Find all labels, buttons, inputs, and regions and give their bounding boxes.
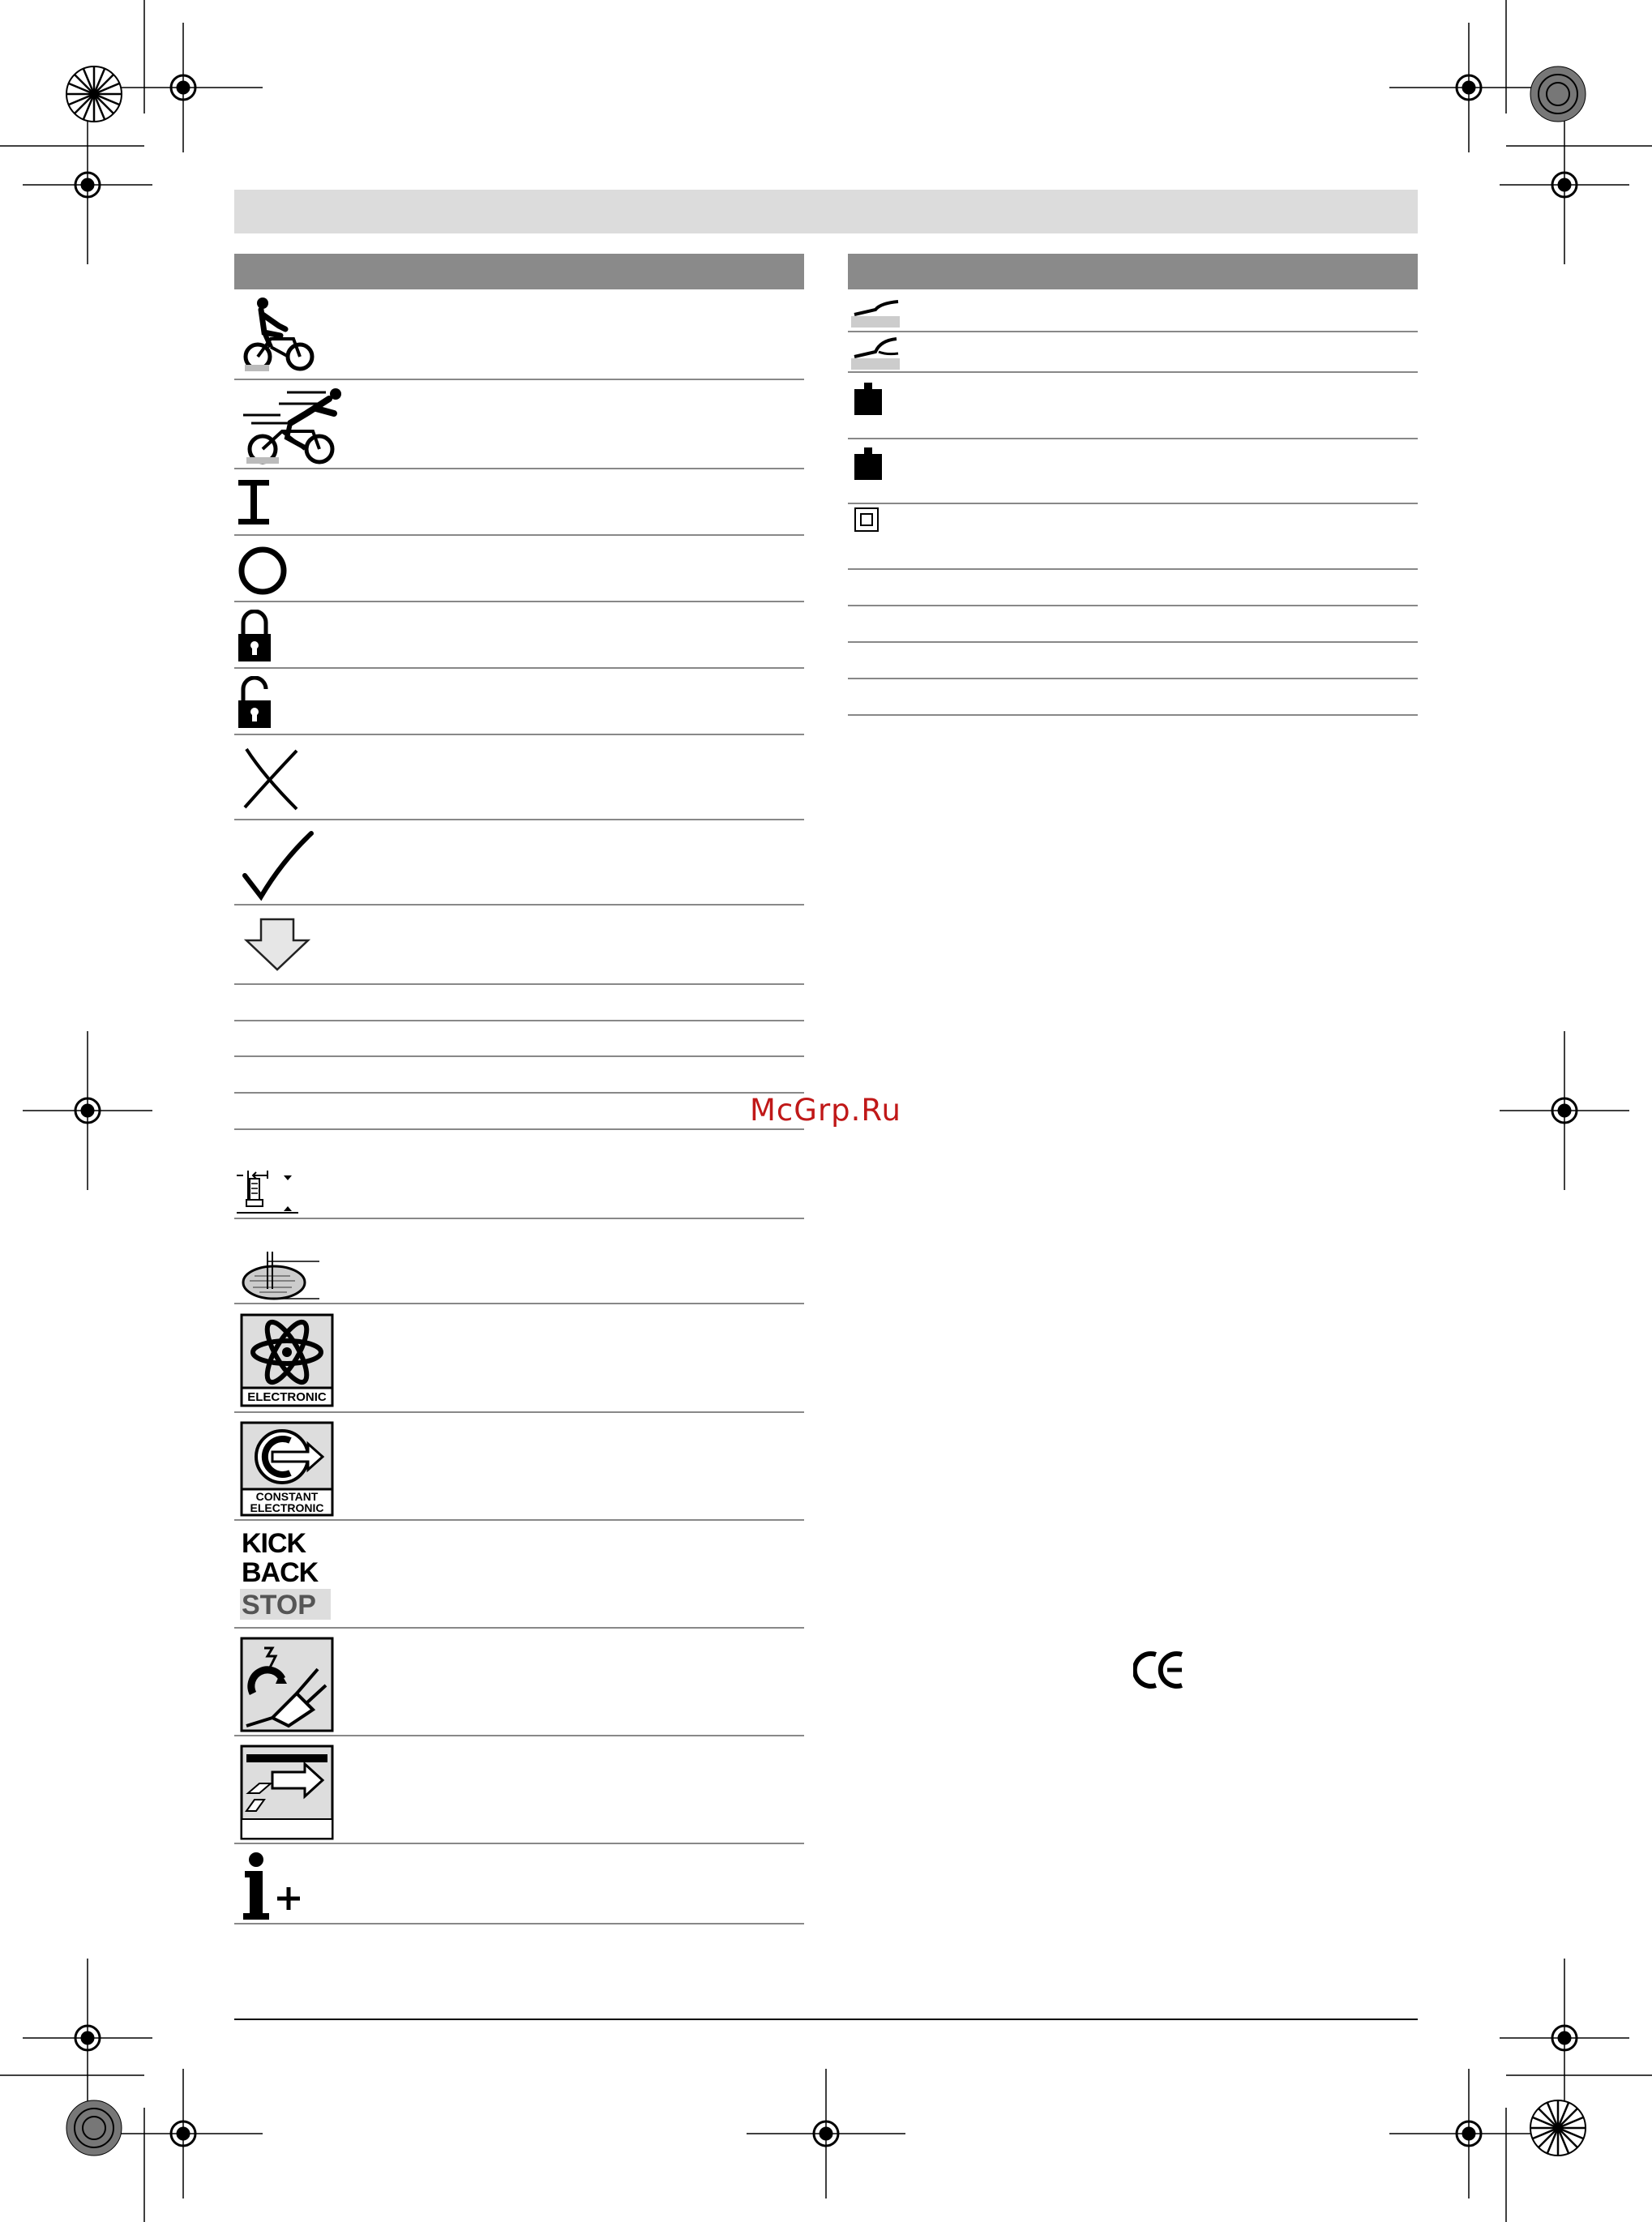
crosshair-targets <box>23 23 1629 2198</box>
back-label: BACK <box>242 1557 319 1588</box>
star-targets <box>66 66 1586 2156</box>
kick-label: KICK <box>242 1528 306 1559</box>
stop-label: STOP <box>242 1590 316 1620</box>
electronic-label: ELECTRONIC <box>250 1501 324 1514</box>
electronic-label: ELECTRONIC <box>247 1390 327 1404</box>
watermark-text: McGrp.Ru <box>750 1093 901 1128</box>
constant-label: CONSTANT <box>255 1490 319 1503</box>
